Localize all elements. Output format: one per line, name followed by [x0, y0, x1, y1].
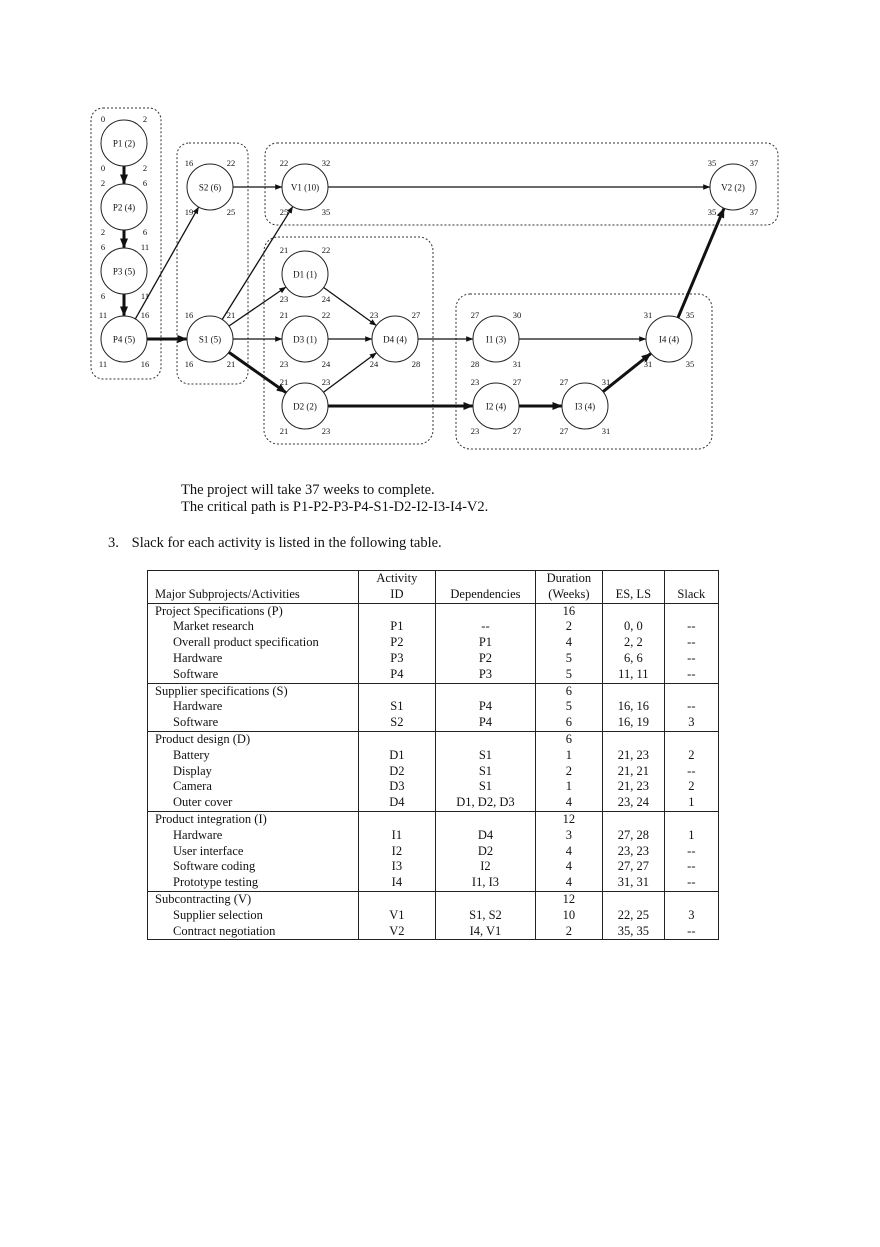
- group-id-cell: [358, 891, 436, 907]
- node-label: V1 (10): [290, 182, 320, 193]
- activity-id: P4: [358, 667, 436, 683]
- node-lf: 31: [512, 359, 522, 369]
- activity-dependencies: S1: [436, 748, 536, 764]
- node-es: 35: [707, 158, 717, 168]
- group-id-cell: [358, 731, 436, 747]
- node-ls: 27: [559, 426, 569, 436]
- activity-dependencies: I2: [436, 859, 536, 875]
- edge-D1-D4: [321, 287, 376, 325]
- node-label: I2 (4): [485, 401, 507, 412]
- activity-duration: 3: [535, 828, 602, 844]
- node-ef: 2: [142, 114, 148, 124]
- node-lf: 24: [321, 294, 331, 304]
- node-es: 21: [279, 245, 289, 255]
- node-ef: 27: [512, 377, 522, 387]
- group-slack-cell: [664, 731, 718, 747]
- activity-slack: --: [664, 924, 718, 940]
- node-ef: 22: [321, 310, 331, 320]
- group-slack-cell: [664, 811, 718, 827]
- group-slack-cell: [664, 683, 718, 699]
- node-lf: 24: [321, 359, 331, 369]
- table-row: [148, 619, 719, 635]
- node-label: P2 (4): [112, 202, 136, 213]
- table-group-row: [148, 683, 719, 699]
- node-label: P4 (5): [112, 334, 136, 345]
- table-row: [148, 828, 719, 844]
- activity-name: User interface: [173, 843, 244, 858]
- edge-S1-D1: [226, 287, 286, 326]
- node-es: 21: [279, 310, 289, 320]
- activity-id: P3: [358, 651, 436, 667]
- node-es: 22: [279, 158, 289, 168]
- table-row: [148, 875, 719, 891]
- node-ls: 2: [100, 227, 106, 237]
- activity-dependencies: P2: [436, 651, 536, 667]
- activity-id: I2: [358, 844, 436, 860]
- node-ef: 31: [601, 377, 611, 387]
- node-ls: 25: [279, 207, 289, 217]
- group-slack-cell: [664, 891, 718, 907]
- group-id-cell: [358, 683, 436, 699]
- activity-es-ls: 2, 2: [603, 635, 665, 651]
- node-ls: 21: [279, 426, 289, 436]
- node-ef: 23: [321, 377, 331, 387]
- activity-duration: 4: [535, 844, 602, 860]
- table-row: [148, 859, 719, 875]
- activity-dependencies: D1, D2, D3: [436, 795, 536, 811]
- activity-name: Hardware: [173, 827, 223, 842]
- group-deps-cell: [436, 811, 536, 827]
- activity-es-ls: 21, 21: [603, 764, 665, 780]
- node-ls: 16: [184, 359, 194, 369]
- activity-duration: 5: [535, 651, 602, 667]
- conclusion: [181, 482, 488, 516]
- activity-name: Hardware: [173, 650, 223, 665]
- node-label: D3 (1): [293, 334, 317, 345]
- node-es: 27: [559, 377, 569, 387]
- table-row: [148, 748, 719, 764]
- table-row: [148, 651, 719, 667]
- activity-id: V2: [358, 924, 436, 940]
- node-label: I1 (3): [485, 334, 507, 345]
- activity-dependencies: P1: [436, 635, 536, 651]
- table-group-row: [148, 603, 719, 619]
- node-label: V2 (2): [721, 182, 745, 193]
- activity-name: Software: [173, 715, 219, 730]
- group-name: Subcontracting (V): [148, 891, 359, 907]
- activity-es-ls: 21, 23: [603, 779, 665, 795]
- activity-dependencies: S1, S2: [436, 908, 536, 924]
- activity-dependencies: S1: [436, 764, 536, 780]
- node-ls: 11: [98, 359, 108, 369]
- node-ef: 16: [140, 310, 150, 320]
- activity-duration: 2: [535, 924, 602, 940]
- table-row: [148, 924, 719, 940]
- header-es-ls: ES, LS: [603, 571, 665, 604]
- node-lf: 37: [749, 207, 759, 217]
- node-lf: 28: [411, 359, 421, 369]
- activity-es-ls: 27, 27: [603, 859, 665, 875]
- activity-slack: 1: [664, 795, 718, 811]
- activity-duration: 1: [535, 748, 602, 764]
- activity-duration: 5: [535, 699, 602, 715]
- node-ef: 21: [226, 310, 236, 320]
- activity-name: Contract negotiation: [173, 923, 276, 938]
- activity-id: I3: [358, 859, 436, 875]
- node-ls: 0: [100, 163, 106, 173]
- activity-name: Overall product specification: [173, 635, 319, 650]
- node-lf: 21: [226, 359, 236, 369]
- activity-id: V1: [358, 908, 436, 924]
- activity-name: Battery: [173, 747, 210, 762]
- group-name: Product integration (I): [148, 811, 359, 827]
- node-label: P3 (5): [112, 266, 136, 277]
- group-duration: 6: [535, 731, 602, 747]
- group-duration: 16: [535, 603, 602, 619]
- activity-es-ls: 22, 25: [603, 908, 665, 924]
- group-esls-cell: [603, 891, 665, 907]
- node-label: D2 (2): [293, 401, 317, 412]
- activity-name: Software: [173, 666, 219, 681]
- node-lf: 35: [321, 207, 331, 217]
- node-ls: 6: [100, 291, 106, 301]
- node-label: S2 (6): [198, 182, 222, 193]
- activity-es-ls: 27, 28: [603, 828, 665, 844]
- node-lf: 2: [142, 163, 148, 173]
- activity-id: P2: [358, 635, 436, 651]
- activity-duration: 5: [535, 667, 602, 683]
- activity-dependencies: P3: [436, 667, 536, 683]
- node-es: 2: [100, 178, 106, 188]
- activity-name: Display: [173, 763, 212, 778]
- header-duration: Duration (Weeks): [535, 571, 602, 604]
- group-slack-cell: [664, 603, 718, 619]
- node-ef: 22: [226, 158, 236, 168]
- activity-es-ls: 23, 23: [603, 844, 665, 860]
- group-esls-cell: [603, 603, 665, 619]
- activity-duration: 1: [535, 779, 602, 795]
- group-esls-cell: [603, 731, 665, 747]
- activity-slack: --: [664, 667, 718, 683]
- group-name: Project Specifications (P): [148, 603, 359, 619]
- activity-es-ls: 35, 35: [603, 924, 665, 940]
- critical-path-text: The critical path is P1-P2-P3-P4-S1-D2-I2-I3-I4-V2.: [181, 499, 489, 515]
- node-es: 23: [369, 310, 379, 320]
- node-lf: 35: [685, 359, 695, 369]
- activity-name: Prototype testing: [173, 875, 259, 890]
- project-duration-text: The project will take 37 weeks to complete.: [181, 482, 435, 498]
- group-esls-cell: [603, 811, 665, 827]
- activity-id: S1: [358, 699, 436, 715]
- edge-S1-D2: [226, 352, 286, 392]
- node-ef: 11: [140, 242, 150, 252]
- node-lf: 11: [140, 291, 150, 301]
- activity-slack: --: [664, 635, 718, 651]
- node-es: 16: [184, 158, 194, 168]
- group-deps-cell: [436, 891, 536, 907]
- activity-slack: --: [664, 844, 718, 860]
- node-ls: 23: [279, 359, 289, 369]
- activity-es-ls: 11, 11: [603, 667, 665, 683]
- header-dependencies: Dependencies: [436, 571, 536, 604]
- group-duration: 6: [535, 683, 602, 699]
- activity-dependencies: D4: [436, 828, 536, 844]
- activity-slack: 1: [664, 828, 718, 844]
- group-duration: 12: [535, 891, 602, 907]
- node-ef: 30: [512, 310, 522, 320]
- node-ls: 28: [470, 359, 480, 369]
- table-group-row: [148, 811, 719, 827]
- node-ef: 6: [142, 178, 148, 188]
- group-box-V: [265, 143, 778, 225]
- activity-slack: 2: [664, 779, 718, 795]
- activity-slack: --: [664, 859, 718, 875]
- activity-duration: 10: [535, 908, 602, 924]
- activity-id: S2: [358, 715, 436, 731]
- node-lf: 31: [601, 426, 611, 436]
- node-es: 23: [470, 377, 480, 387]
- node-es: 16: [184, 310, 194, 320]
- node-ls: 35: [707, 207, 717, 217]
- node-es: 21: [279, 377, 289, 387]
- activity-duration: 2: [535, 764, 602, 780]
- activity-es-ls: 23, 24: [603, 795, 665, 811]
- activity-duration: 4: [535, 795, 602, 811]
- node-es: 0: [100, 114, 106, 124]
- table-row: [148, 635, 719, 651]
- group-esls-cell: [603, 683, 665, 699]
- node-ls: 23: [470, 426, 480, 436]
- activity-id: D3: [358, 779, 436, 795]
- activity-slack: 2: [664, 748, 718, 764]
- node-ef: 32: [321, 158, 331, 168]
- activity-name: Outer cover: [173, 795, 233, 810]
- node-ls: 23: [279, 294, 289, 304]
- activity-id: I1: [358, 828, 436, 844]
- node-label: D1 (1): [293, 269, 317, 280]
- header-activity-id: Activity ID: [358, 571, 436, 604]
- group-deps-cell: [436, 683, 536, 699]
- activity-id: D4: [358, 795, 436, 811]
- table-header-row: [148, 571, 719, 604]
- header-activities: Major Subprojects/Activities: [148, 571, 359, 604]
- list-text: Slack for each activity is listed in the following table.: [131, 535, 442, 551]
- list-number: 3.: [108, 535, 119, 551]
- activity-name: Camera: [173, 779, 212, 794]
- header-slack: Slack: [664, 571, 718, 604]
- node-label: D4 (4): [383, 334, 407, 345]
- activity-slack: 3: [664, 715, 718, 731]
- activity-slack: --: [664, 699, 718, 715]
- node-ef: 22: [321, 245, 331, 255]
- activity-duration: 6: [535, 715, 602, 731]
- node-ls: 24: [369, 359, 379, 369]
- activity-id: P1: [358, 619, 436, 635]
- node-es: 6: [100, 242, 106, 252]
- node-label: P1 (2): [112, 138, 136, 149]
- activity-duration: 4: [535, 859, 602, 875]
- activity-slack: --: [664, 619, 718, 635]
- activity-es-ls: 6, 6: [603, 651, 665, 667]
- activity-name: Hardware: [173, 699, 223, 714]
- node-ef: 27: [411, 310, 421, 320]
- activity-slack: --: [664, 875, 718, 891]
- table-row: [148, 667, 719, 683]
- activity-dependencies: --: [436, 619, 536, 635]
- node-ef: 37: [749, 158, 759, 168]
- activity-es-ls: 31, 31: [603, 875, 665, 891]
- node-es: 11: [98, 310, 108, 320]
- activity-dependencies: S1: [436, 779, 536, 795]
- slack-table: [147, 570, 719, 940]
- group-name: Supplier specifications (S): [148, 683, 359, 699]
- activity-slack: 3: [664, 908, 718, 924]
- group-id-cell: [358, 811, 436, 827]
- activity-dependencies: P4: [436, 699, 536, 715]
- table-row: [148, 908, 719, 924]
- activity-dependencies: I4, V1: [436, 924, 536, 940]
- table-row: [148, 699, 719, 715]
- node-lf: 27: [512, 426, 522, 436]
- table-group-row: [148, 891, 719, 907]
- activity-es-ls: 0, 0: [603, 619, 665, 635]
- node-ls: 31: [643, 359, 653, 369]
- table-row: [148, 764, 719, 780]
- activity-id: D2: [358, 764, 436, 780]
- network-diagram: [0, 0, 880, 460]
- group-deps-cell: [436, 603, 536, 619]
- table-row: [148, 715, 719, 731]
- node-lf: 25: [226, 207, 236, 217]
- node-lf: 16: [140, 359, 150, 369]
- node-label: S1 (5): [198, 334, 222, 345]
- node-es: 27: [470, 310, 480, 320]
- activity-es-ls: 16, 19: [603, 715, 665, 731]
- node-lf: 6: [142, 227, 148, 237]
- activity-id: D1: [358, 748, 436, 764]
- activity-name: Software coding: [173, 859, 256, 874]
- node-lf: 23: [321, 426, 331, 436]
- group-duration: 12: [535, 811, 602, 827]
- activity-dependencies: I1, I3: [436, 875, 536, 891]
- activity-es-ls: 21, 23: [603, 748, 665, 764]
- node-es: 31: [643, 310, 653, 320]
- activity-name: Market research: [173, 619, 254, 634]
- group-name: Product design (D): [148, 731, 359, 747]
- activity-id: I4: [358, 875, 436, 891]
- node-ls: 19: [184, 207, 194, 217]
- group-id-cell: [358, 603, 436, 619]
- table-row: [148, 844, 719, 860]
- table-group-row: [148, 731, 719, 747]
- activity-dependencies: D2: [436, 844, 536, 860]
- activity-es-ls: 16, 16: [603, 699, 665, 715]
- activity-duration: 4: [535, 635, 602, 651]
- activity-name: Supplier selection: [173, 907, 263, 922]
- activity-duration: 4: [535, 875, 602, 891]
- node-label: I3 (4): [574, 401, 596, 412]
- node-ef: 35: [685, 310, 695, 320]
- activity-duration: 2: [535, 619, 602, 635]
- activity-dependencies: P4: [436, 715, 536, 731]
- table-row: [148, 795, 719, 811]
- list-item-3: [108, 535, 442, 552]
- edge-D2-D4: [323, 353, 376, 392]
- table-row: [148, 779, 719, 795]
- group-deps-cell: [436, 731, 536, 747]
- node-label: I4 (4): [658, 334, 680, 345]
- activity-slack: --: [664, 764, 718, 780]
- activity-slack: --: [664, 651, 718, 667]
